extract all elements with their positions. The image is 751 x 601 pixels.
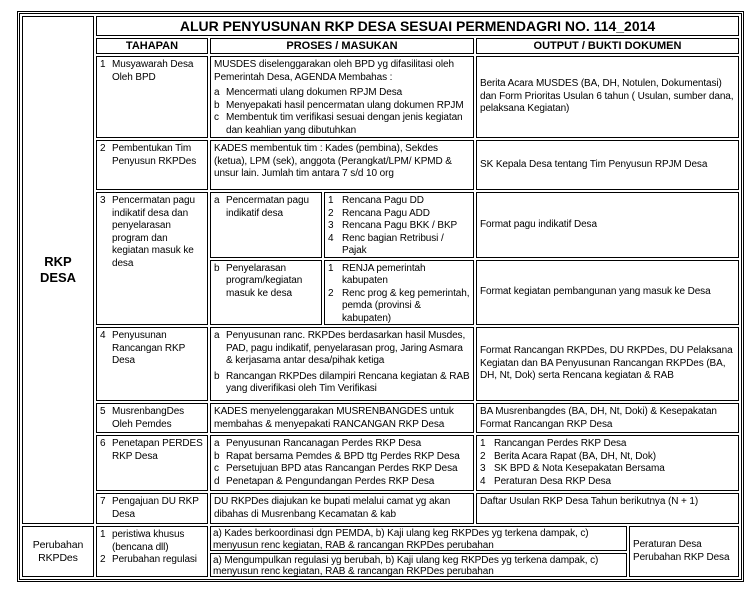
document-inner-frame	[19, 13, 742, 580]
list-marker: b	[214, 450, 220, 462]
row-4-output-text: Format Rancangan RKPDes, DU RKPDes, DU Pelaksana Kegiatan dan BA Penyusunan Rancangan RKPDes (BA, DH, Nt, Dok) serta Rencana kegiatan & RAB	[480, 345, 733, 382]
row-5-number: 5	[100, 406, 106, 417]
row-5	[96, 403, 739, 433]
row-2-output-cell	[476, 140, 739, 190]
page-title: ALUR PENYUSUNAN RKP DESA SESUAI PERMENDAGRI NO. 114_2014	[96, 16, 739, 36]
row-7-number: 7	[100, 496, 106, 507]
perubahan-proses-2: a) Mengumpulkan regulasi yg berubah, b) Kaji ulang keg RKPDes yg terkena dampak, c) menyusun renc kegiatan, RAB & rancangan RKPDes perubahan	[210, 553, 627, 578]
row-4	[96, 327, 739, 401]
row-3a-label-text: Pencermatan pagu indikatif desa	[226, 195, 309, 219]
perubahan-line2: RKPDes	[38, 551, 78, 564]
header-tahapan: TAHAPAN	[96, 38, 208, 54]
row-5-output-text: BA Musrenbangdes (BA, DH, Nt, Doki) & Kesepakatan Format Rancangan RKP Desa	[480, 406, 717, 430]
row-7-tahapan-cell	[96, 493, 208, 524]
row-3-proses-subcolumn	[210, 192, 474, 325]
row-2-tahapan-text: Pembentukan Tim Penyusun RKPDes	[112, 143, 197, 167]
perubahan-proses-column	[210, 526, 627, 577]
list-item: SK BPD & Nota Kesepakatan Bersama	[494, 463, 665, 474]
row-2-proses-cell	[210, 140, 474, 190]
list-item: Rancangan RKPDes dilampiri Rencana kegiatan & RAB yang diverifikasi oleh Tim Verifikasi	[226, 370, 470, 394]
row-3a-output-cell	[476, 192, 739, 258]
row-1-tahapan-text: Musyawarah Desa Oleh BPD	[112, 59, 194, 83]
list-marker: 4	[480, 475, 486, 487]
list-item: Rencana Pagu ADD	[342, 207, 430, 219]
rkp-desa-line2: DESA	[39, 270, 77, 285]
list-marker: 2	[100, 554, 106, 565]
row-3	[96, 192, 739, 325]
row-1-tahapan-cell	[96, 56, 208, 138]
row-7-output-text: Daftar Usulan RKP Desa Tahun berikutnya (N + 1)	[480, 496, 699, 507]
row-5-tahapan-cell	[96, 403, 208, 433]
list-marker: 2	[328, 207, 334, 219]
row-1-output-text: Berita Acara MUSDES (BA, DH, Notulen, Dokumentasi) dan Form Prioritas Usulan 6 tahun ( Usulan, sumber dana, pelaksana Kegiatan)	[480, 78, 734, 115]
row-2-proses-text: KADES membentuk tim : Kades (pembina), Sekdes (ketua), LPM (sek), anggota (Perangkat/LPM/ KPMD & unsur lain. Jumlah tim antara 7 s/d 10 org	[214, 143, 452, 179]
row-3b-output-text: Format kegiatan pembangunan yang masuk ke Desa	[480, 286, 711, 297]
row-1-output-cell	[476, 56, 739, 138]
document-frame	[17, 11, 744, 582]
row-3a-proses	[210, 192, 474, 258]
row-6-tahapan-cell	[96, 435, 208, 491]
row-3a-list-cell	[324, 192, 474, 258]
row-7-output-cell	[476, 493, 739, 524]
rkp-desa-line1: RKP	[44, 254, 72, 269]
list-item: Penyusunan Rancanagan Perdes RKP Desa	[226, 438, 422, 449]
perubahan-trigger-cell	[96, 526, 208, 577]
row-1-proses-cell	[210, 56, 474, 138]
list-marker: 4	[328, 232, 334, 244]
row-3b-label-text: Penyelarasan program/kegiatan masuk ke desa	[226, 262, 303, 299]
list-item: Rapat bersama Pemdes & BPD ttg Perdes RKP Desa	[226, 450, 460, 462]
row-6	[96, 435, 739, 491]
row-3-number: 3	[100, 195, 106, 206]
header-output: OUTPUT / BUKTI DOKUMEN	[476, 38, 739, 54]
list-marker: a	[214, 438, 220, 449]
row-2-output-text: SK Kepala Desa tentang Tim Penyusun RPJM Desa	[480, 158, 708, 170]
row-4-tahapan-cell	[96, 327, 208, 401]
list-item: Renc bagian Retribusi / Pajak	[342, 232, 444, 256]
row-3b-list-cell	[324, 260, 474, 326]
list-item: Menyepakati hasil pencermatan ulang dokumen RPJM	[226, 99, 464, 111]
list-marker: 3	[328, 220, 334, 231]
perubahan-output-cell	[629, 526, 739, 577]
side-column	[22, 16, 94, 577]
row-2-tahapan-cell	[96, 140, 208, 190]
list-marker: d	[214, 475, 220, 487]
row-7	[96, 493, 739, 524]
list-item: Mencermati ulang dokumen RPJM Desa	[226, 87, 403, 98]
list-item: Membentuk tim verifikasi sesuai dengan jenis kegiatan dan keahlian yang dibutuhkan	[226, 112, 463, 136]
list-item: Rencana Pagu DD	[342, 195, 424, 206]
row-2-number: 2	[100, 143, 106, 154]
list-item: Rancangan Perdes RKP Desa	[494, 438, 627, 449]
list-marker: 1	[480, 438, 486, 449]
list-marker: a	[214, 330, 220, 341]
list-item: Renc prog & keg pemerintah, pemda (provinsi & kabupaten)	[342, 287, 470, 324]
rkp-desa-label	[22, 16, 94, 524]
row-3b-proses	[210, 260, 474, 326]
row-6-number: 6	[100, 438, 106, 449]
perubahan-row	[96, 526, 739, 577]
row-5-proses-text: KADES menyelenggarakan MUSRENBANGDES untuk membahas & menyepakati RANCANGAN RKP Desa	[214, 406, 454, 430]
row-6-output-cell	[476, 435, 739, 491]
row-3a-label-cell	[210, 192, 322, 258]
row-3b-output-cell	[476, 260, 739, 326]
list-marker: b	[214, 262, 220, 274]
row-3b-label-cell	[210, 260, 322, 326]
list-marker: 2	[328, 287, 334, 299]
row-2	[96, 140, 739, 190]
row-3-tahapan-cell	[96, 192, 208, 325]
list-marker: 1	[100, 529, 106, 540]
row-7-tahapan-text: Pengajuan DU RKP Desa	[112, 496, 199, 520]
row-6-proses-cell	[210, 435, 474, 491]
header-row	[96, 38, 739, 54]
list-marker: a	[214, 87, 220, 98]
list-item: Penetapan & Pengundangan Perdes RKP Desa	[226, 475, 435, 487]
row-5-output-cell	[476, 403, 739, 433]
list-marker: a	[214, 195, 220, 206]
list-marker: c	[214, 463, 219, 474]
list-item: Berita Acara Rapat (BA, DH, Nt, Dok)	[494, 450, 657, 462]
perubahan-rkpdes-label	[22, 526, 94, 577]
perubahan-output-text: Peraturan Desa Perubahan RKP Desa	[633, 539, 730, 563]
list-item: peristiwa khusus (bencana dll)	[112, 529, 185, 553]
row-5-proses-cell	[210, 403, 474, 433]
list-marker: 3	[480, 463, 486, 474]
header-proses: PROSES / MASUKAN	[210, 38, 474, 54]
row-1	[96, 56, 739, 138]
list-item: Peraturan Desa RKP Desa	[494, 475, 612, 487]
row-3-tahapan-text: Pencermatan pagu indikatif desa dan penyelarasan program dan kegiatan masuk ke desa	[112, 195, 195, 269]
main-table	[96, 16, 739, 577]
row-7-proses-text: DU RKPDes diajukan ke bupati melalui camat yg akan dibahas di Musrenbang Kecamatan & kab	[214, 496, 451, 520]
row-7-proses-cell	[210, 493, 474, 524]
list-marker: b	[214, 99, 220, 111]
row-4-output-cell	[476, 327, 739, 401]
row-5-tahapan-text: MusrenbangDes Oleh Pemdes	[112, 406, 185, 430]
list-item: Penyusunan ranc. RKPDes berdasarkan hasil Musdes, PAD, pagu indikatif, penyelarasan prog, Jaring Asmara & kerjasama antar desa/pihak ketiga	[226, 330, 466, 366]
row-4-tahapan-text: Penyusunan Rancangan RKP Desa	[112, 330, 186, 366]
perubahan-line1: Perubahan	[32, 538, 84, 551]
row-4-number: 4	[100, 330, 106, 341]
row-3a-output-text: Format pagu indikatif Desa	[480, 218, 597, 230]
row-1-number: 1	[100, 59, 106, 70]
row-6-tahapan-text: Penetapan PERDES RKP Desa	[112, 438, 203, 462]
list-marker: 2	[480, 450, 486, 462]
list-marker: b	[214, 370, 220, 382]
list-marker: c	[214, 112, 219, 123]
list-item: Perubahan regulasi	[112, 554, 197, 565]
row-4-proses-cell	[210, 327, 474, 401]
list-item: RENJA pemerintah kabupaten	[342, 262, 426, 286]
list-item: Persetujuan BPD atas Rancangan Perdes RKP Desa	[226, 463, 458, 474]
list-marker: 1	[328, 195, 334, 206]
list-item: Rencana Pagu BKK / BKP	[342, 220, 458, 231]
row-3-output-subcolumn	[476, 192, 739, 325]
perubahan-proses-1: a) Kades berkoordinasi dgn PEMDA, b) Kaji ulang keg RKPDes yg terkena dampak, c) menyusun renc kegiatan, RAB & rancangan RKPDes perubahan	[210, 526, 627, 551]
list-marker: 1	[328, 262, 334, 274]
row-1-proses-intro: MUSDES diselenggarakan oleh BPD yg difasilitasi oleh Pemerintah Desa, AGENDA Membahas :	[214, 59, 454, 83]
